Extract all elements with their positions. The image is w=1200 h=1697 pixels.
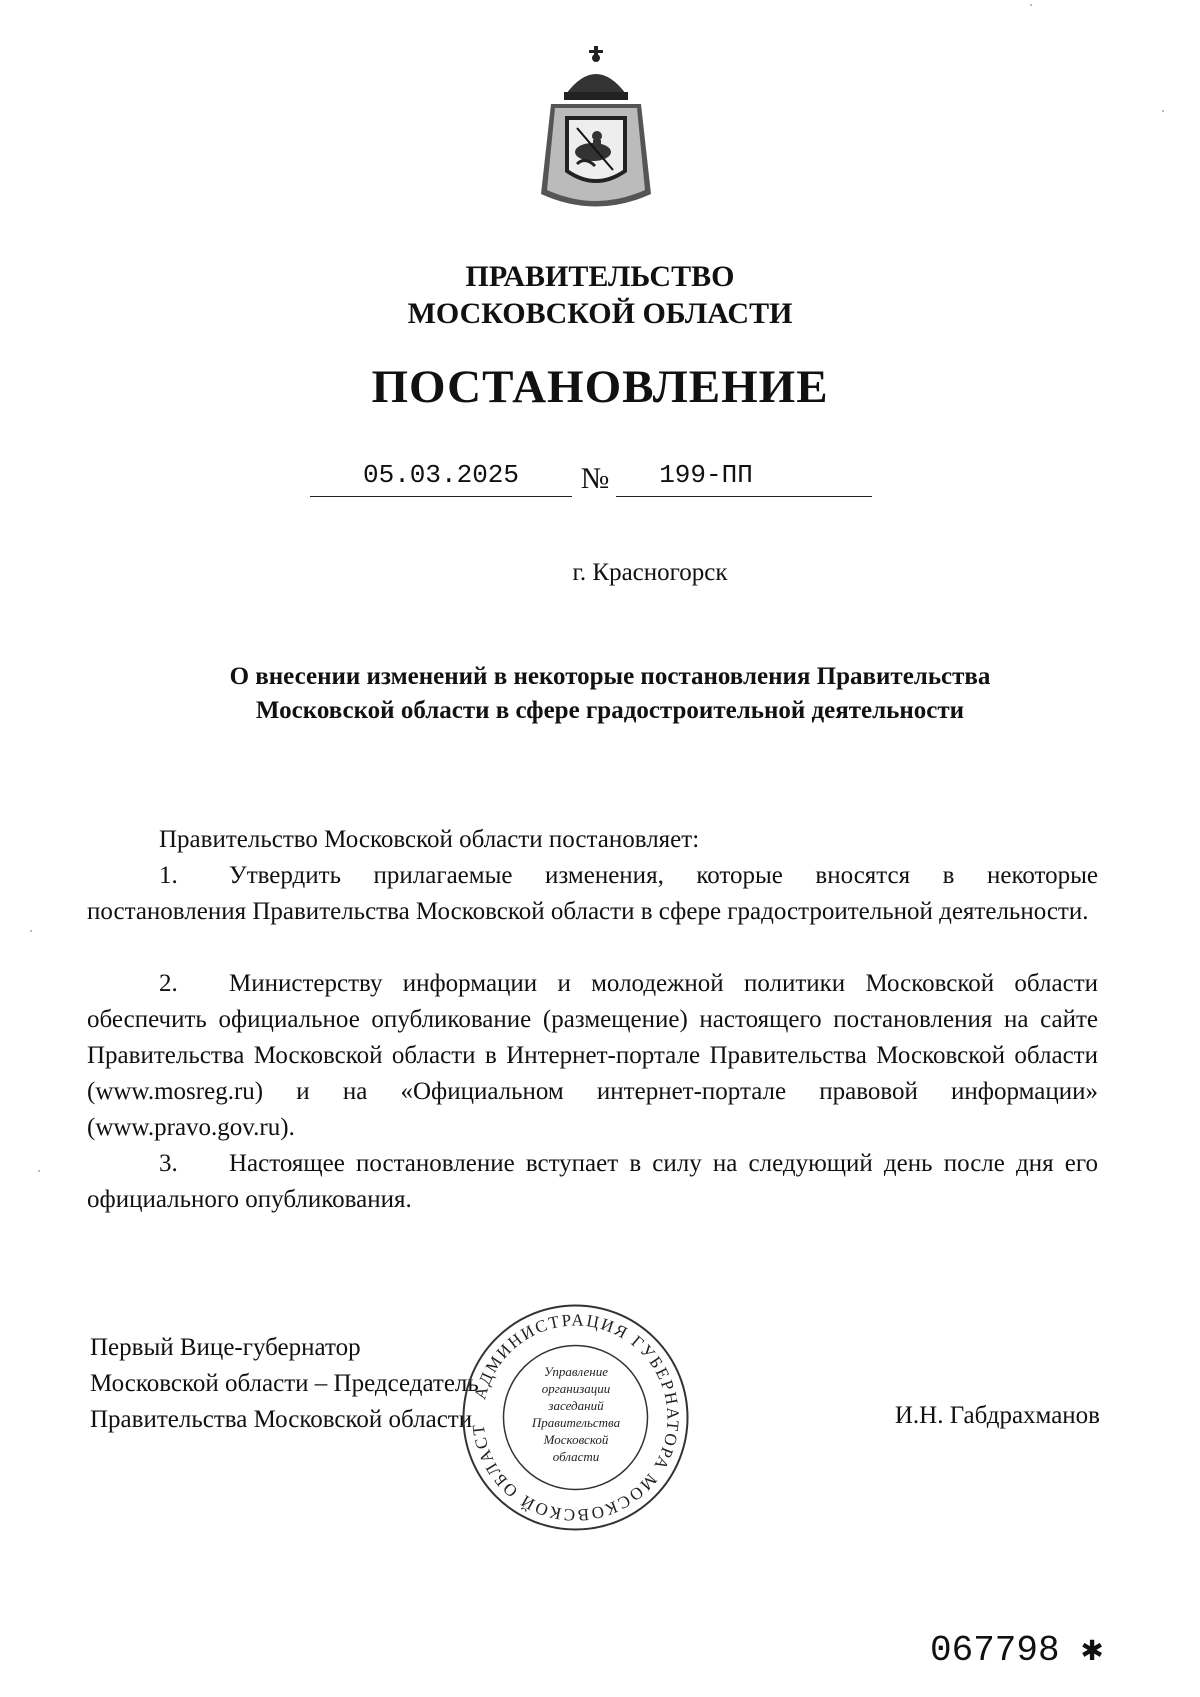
number-sign: № [580,462,610,495]
document-type: ПОСТАНОВЛЕНИЕ [371,361,829,413]
scan-speck [38,1170,40,1172]
intro-paragraph: Правительство Московской области постановляет: [159,826,700,853]
list-item [87,1146,1098,1218]
org-name-line2: МОСКОВСКОЙ ОБЛАСТИ [407,297,793,330]
document-date: 05.03.2025 [362,460,520,490]
stamp-inner-line: заседаний [548,1398,604,1413]
title-line1: О внесении изменений в некоторые постановления Правительства [229,663,991,690]
item-text: Министерству информации и молодежной политики Московской области обеспечить официальное опубликование (размещение) настоящего постановления на сайте Правительства Московской области в Интернет-портале Правительства Московской области (www.mosreg.ru) и на «Официальном интернет-портале правовой информации» (www.pravo.gov.ru). [87,970,1098,1141]
city: г. Красногорск [572,559,728,586]
stamp-inner-line: Управление [543,1364,609,1379]
signer-name: И.Н. Габдрахманов [894,1402,1100,1429]
stamp-inner-line: организации [541,1381,611,1396]
serial-number [930,1628,1130,1671]
item-text: Настоящее постановление вступает в силу на следующий день после дня его официального опубликования. [87,1150,1098,1213]
scan-speck [1030,4,1032,6]
serial-asterisk-icon: ✱ [1081,1630,1103,1671]
serial-digits: 067798 [930,1630,1060,1671]
signer-position-line2: Московской области – Председатель [90,1370,479,1397]
stamp-inner-line: области [552,1449,600,1464]
coat-of-arms-icon [521,44,671,219]
item-number: 2. [159,970,178,997]
signer-position-line3: Правительства Московской области [90,1406,473,1433]
title-line2: Московской области в сфере градостроительной деятельности [255,697,965,724]
item-number: 1. [159,862,178,889]
stamp-inner-line: Московской [543,1432,609,1447]
stamp-outer-text: АДМИНИСТРАЦИЯ ГУБЕРНАТОРА МОСКОВСКОЙ ОБЛАСТ [468,1310,683,1525]
list-item [87,858,1098,930]
document-number: 199-ПП [659,460,753,490]
item-text: Утвердить прилагаемые изменения, которые вносятся в некоторые постановления Правительства Московской области в сфере градостроительной деятельности. [87,862,1098,925]
signer-position-line1: Первый Вице-губернатор [90,1334,361,1361]
scan-speck [1162,110,1164,112]
item-number: 3. [159,1150,178,1177]
list-item [87,966,1098,1146]
official-stamp [458,1300,693,1535]
org-name-line1: ПРАВИТЕЛЬСТВО [465,260,735,293]
document-title [120,660,1100,728]
scan-speck [30,930,32,932]
stamp-inner-line: Правительства [531,1415,621,1430]
